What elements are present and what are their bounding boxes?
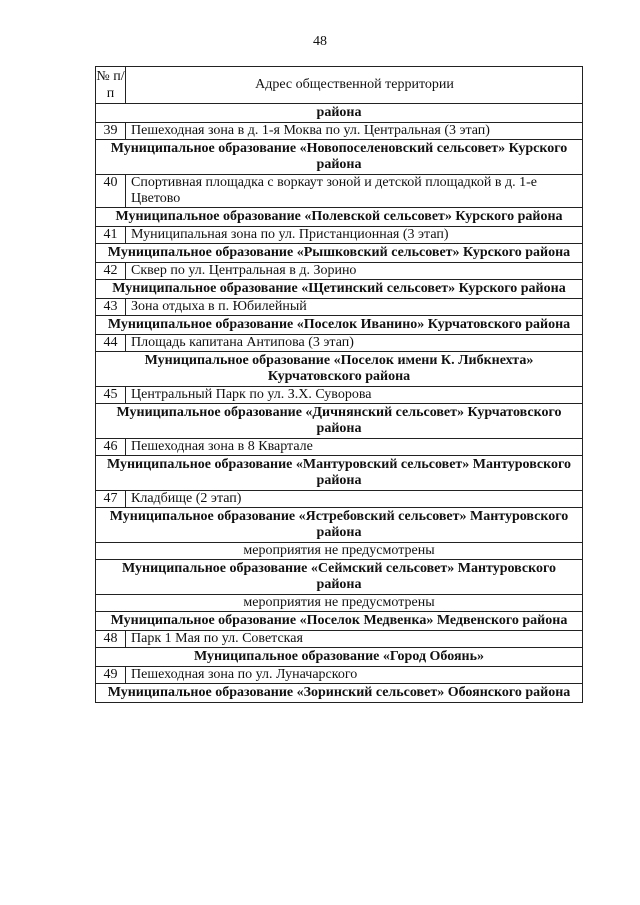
table-header-row xyxy=(96,67,583,104)
section-row xyxy=(96,104,583,123)
table-row xyxy=(96,263,583,280)
row-number: 45 xyxy=(96,387,126,404)
municipality-heading: Муниципальное образование «Мантуровский сельсовет» Мантуровского района xyxy=(96,456,583,491)
row-address: Пешеходная зона в д. 1-я Моква по ул. Центральная (3 этап) xyxy=(126,123,583,140)
table-row xyxy=(96,667,583,684)
table-row xyxy=(96,631,583,648)
row-address: Площадь капитана Антипова (3 этап) xyxy=(126,335,583,352)
section-row xyxy=(96,244,583,263)
municipality-heading: района xyxy=(96,104,583,123)
municipality-heading: Муниципальное образование «Поселок Иванино» Курчатовского района xyxy=(96,316,583,335)
row-number: 39 xyxy=(96,123,126,140)
section-row xyxy=(96,560,583,595)
municipality-heading: Муниципальное образование «Рышковский сельсовет» Курского района xyxy=(96,244,583,263)
municipality-heading: Муниципальное образование «Поселок Медвенка» Медвенского района xyxy=(96,612,583,631)
table-row xyxy=(96,299,583,316)
table-row xyxy=(96,387,583,404)
municipality-heading: Муниципальное образование «Полевской сельсовет» Курского района xyxy=(96,208,583,227)
table-row xyxy=(96,175,583,208)
section-row xyxy=(96,280,583,299)
section-row xyxy=(96,612,583,631)
row-number: 42 xyxy=(96,263,126,280)
section-row xyxy=(96,316,583,335)
table-row xyxy=(96,439,583,456)
row-number: 43 xyxy=(96,299,126,316)
row-number: 41 xyxy=(96,227,126,244)
table-row xyxy=(96,123,583,140)
note-row xyxy=(96,595,583,612)
table-row xyxy=(96,335,583,352)
municipality-heading: Муниципальное образование «Город Обоянь» xyxy=(96,648,583,667)
municipality-heading: Муниципальное образование «Дичнянский сельсовет» Курчатовского района xyxy=(96,404,583,439)
table-row xyxy=(96,491,583,508)
row-number: 44 xyxy=(96,335,126,352)
municipality-heading: Муниципальное образование «Сеймский сельсовет» Мантуровского района xyxy=(96,560,583,595)
note-row xyxy=(96,543,583,560)
municipality-heading: Муниципальное образование «Ястребовский сельсовет» Мантуровского района xyxy=(96,508,583,543)
row-number: 47 xyxy=(96,491,126,508)
section-row xyxy=(96,684,583,703)
row-number: 49 xyxy=(96,667,126,684)
row-number: 46 xyxy=(96,439,126,456)
row-address: Зона отдыха в п. Юбилейный xyxy=(126,299,583,316)
section-row xyxy=(96,508,583,543)
row-address: Пешеходная зона по ул. Луначарского xyxy=(126,667,583,684)
page-number: 48 xyxy=(313,34,327,49)
row-address: Сквер по ул. Центральная в д. Зорино xyxy=(126,263,583,280)
row-address: Центральный Парк по ул. З.Х. Суворова xyxy=(126,387,583,404)
municipality-heading: Муниципальное образование «Новопоселеновский сельсовет» Курского района xyxy=(96,140,583,175)
territories-table xyxy=(95,66,583,703)
section-row xyxy=(96,352,583,387)
section-row xyxy=(96,404,583,439)
row-address: Спортивная площадка с воркаут зоной и детской площадкой в д. 1-е Цветово xyxy=(126,175,583,208)
row-number: 48 xyxy=(96,631,126,648)
section-row xyxy=(96,648,583,667)
municipality-heading: Муниципальное образование «Поселок имени К. Либкнехта» Курчатовского района xyxy=(96,352,583,387)
row-address: Кладбище (2 этап) xyxy=(126,491,583,508)
note-text: мероприятия не предусмотрены xyxy=(96,595,583,612)
section-row xyxy=(96,456,583,491)
section-row xyxy=(96,208,583,227)
row-address: Муниципальная зона по ул. Пристанционная (3 этап) xyxy=(126,227,583,244)
column-header-address: Адрес общественной территории xyxy=(126,67,583,104)
table-row xyxy=(96,227,583,244)
column-header-number: № п/п xyxy=(96,67,126,104)
row-address: Парк 1 Мая по ул. Советская xyxy=(126,631,583,648)
municipality-heading: Муниципальное образование «Щетинский сельсовет» Курского района xyxy=(96,280,583,299)
municipality-heading: Муниципальное образование «Зоринский сельсовет» Обоянского района xyxy=(96,684,583,703)
row-number: 40 xyxy=(96,175,126,208)
section-row xyxy=(96,140,583,175)
row-address: Пешеходная зона в 8 Квартале xyxy=(126,439,583,456)
table-body xyxy=(96,67,583,703)
note-text: мероприятия не предусмотрены xyxy=(96,543,583,560)
